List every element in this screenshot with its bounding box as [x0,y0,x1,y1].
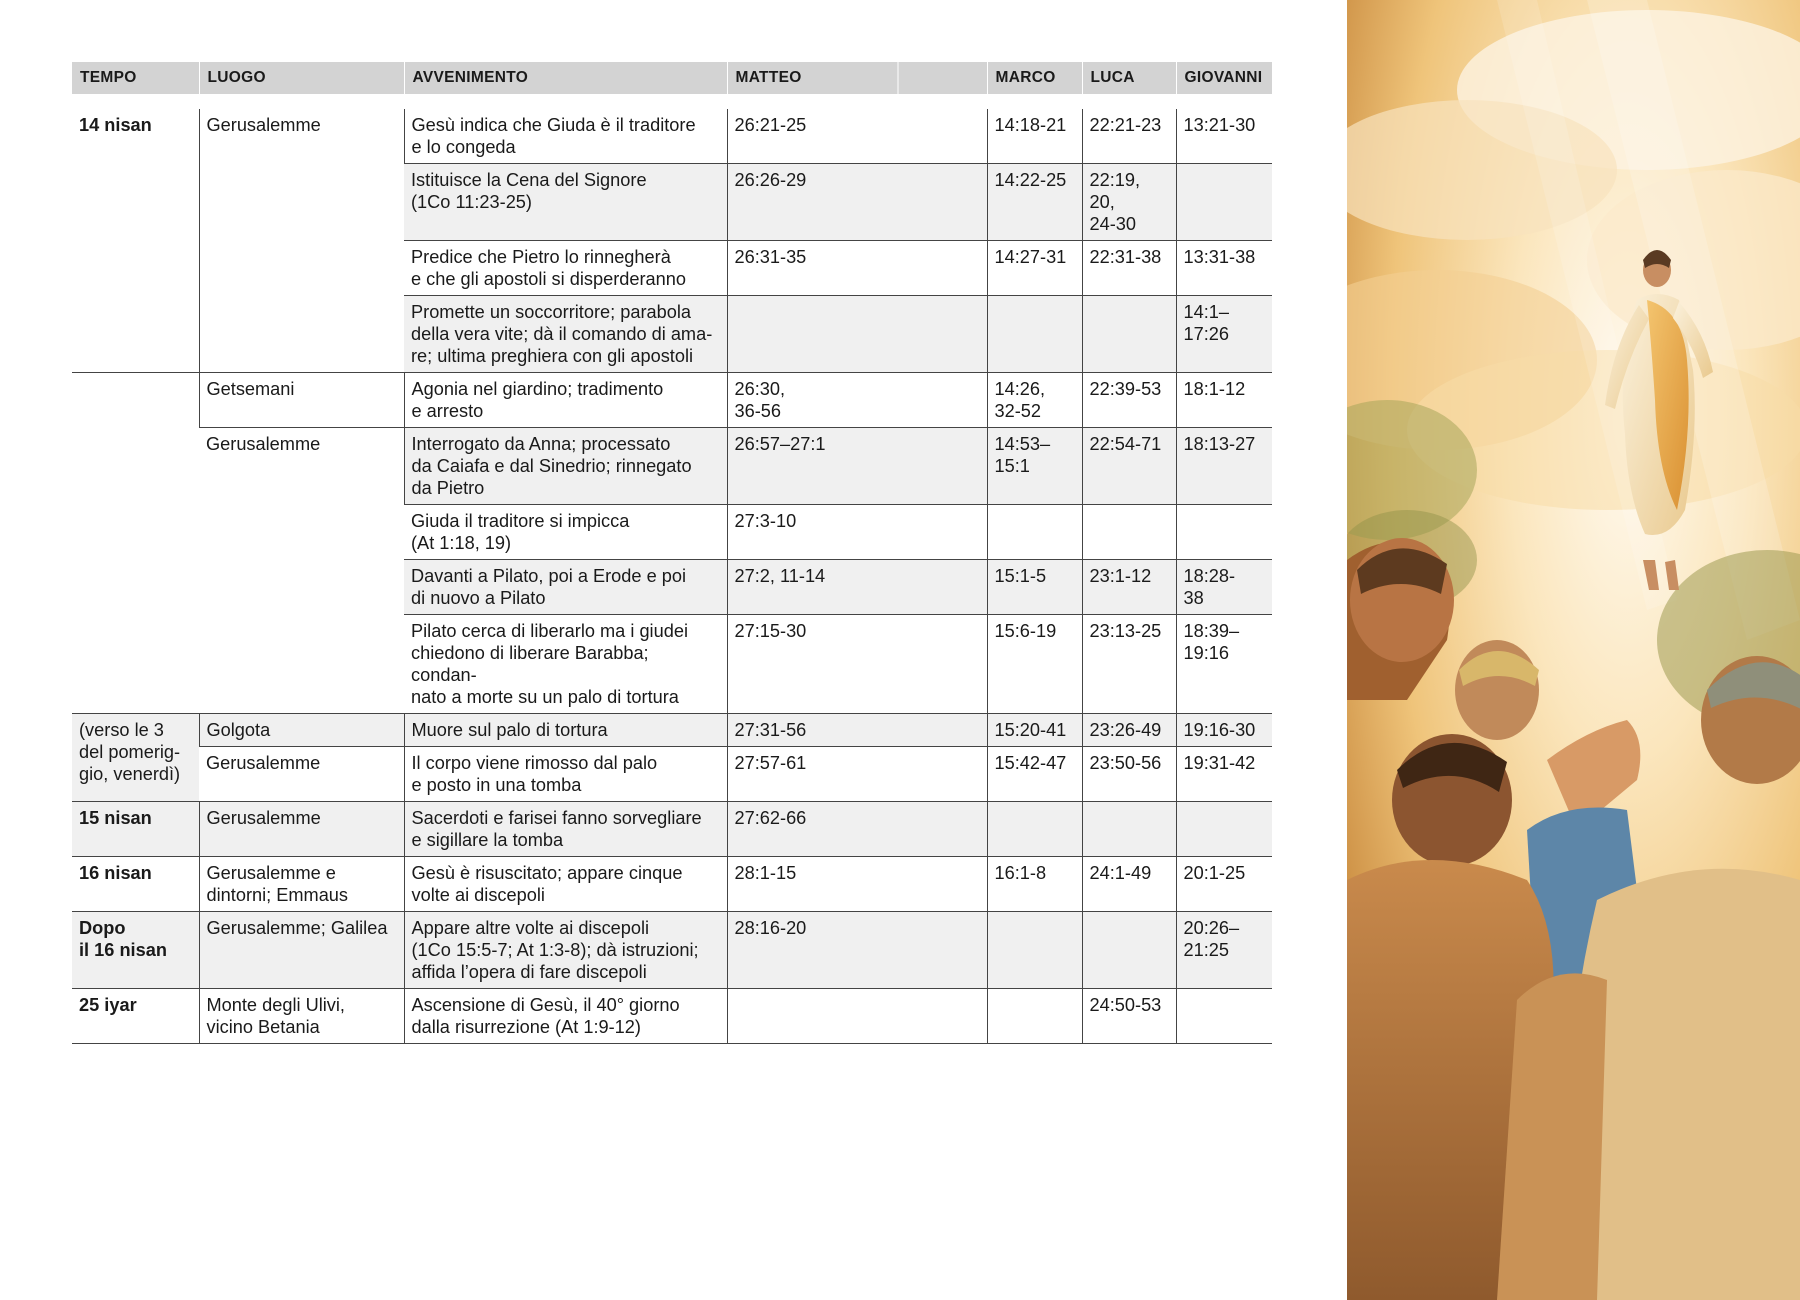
place-cell: Getsemani [199,373,404,428]
ref-matteo: 28:1-15 [727,857,987,912]
ref-luca [1082,296,1176,373]
chronology-table [72,62,1272,1044]
ref-giovanni: 20:1-25 [1176,857,1272,912]
header-luca: LUCA [1082,62,1176,102]
event-cell: Sacerdoti e farisei fanno sorvegliare e sigillare la tomba [404,802,727,857]
header-giovanni: GIOVANNI [1176,62,1272,102]
ref-matteo: 27:62-66 [727,802,987,857]
table-row [72,428,1272,505]
event-cell: Gesù indica che Giuda è il traditore e lo congeda [404,102,727,164]
ref-giovanni: 18:28- 38 [1176,560,1272,615]
ref-giovanni: 18:1-12 [1176,373,1272,428]
ref-marco: 15:42-47 [987,747,1082,802]
time-cell: Dopo il 16 nisan [72,912,199,989]
ref-matteo: 26:21-25 [727,102,987,164]
event-cell: Predice che Pietro lo rinnegherà e che gli apostoli si disperderanno [404,241,727,296]
place-cell: Gerusalemme [199,102,404,373]
ref-matteo: 26:30, 36-56 [727,373,987,428]
event-cell: Ascensione di Gesù, il 40° giorno dalla risurrezione (At 1:9-12) [404,989,727,1044]
place-cell: Golgota [199,714,404,747]
header-row [72,62,1272,102]
table-row [72,102,1272,164]
ref-giovanni [1176,505,1272,560]
ref-matteo: 27:57-61 [727,747,987,802]
header-marco: MARCO [987,62,1082,102]
event-cell: Gesù è risuscitato; appare cinque volte ai discepoli [404,857,727,912]
event-cell: Il corpo viene rimosso dal palo e posto in una tomba [404,747,727,802]
ref-matteo: 26:57–27:1 [727,428,987,505]
ref-luca: 24:1-49 [1082,857,1176,912]
ref-giovanni: 19:31-42 [1176,747,1272,802]
table-row [72,802,1272,857]
ref-luca: 23:13-25 [1082,615,1176,714]
ref-luca: 23:50-56 [1082,747,1176,802]
ref-luca: 23:1-12 [1082,560,1176,615]
ref-marco: 14:27-31 [987,241,1082,296]
place-cell: Gerusalemme [199,428,404,714]
ref-matteo: 27:15-30 [727,615,987,714]
ref-giovanni [1176,989,1272,1044]
table-row [72,747,1272,802]
ref-giovanni: 19:16-30 [1176,714,1272,747]
ref-marco: 15:20-41 [987,714,1082,747]
ref-marco [987,802,1082,857]
ref-marco: 14:26, 32-52 [987,373,1082,428]
event-cell: Interrogato da Anna; processato da Caiafa e dal Sinedrio; rinnegato da Pietro [404,428,727,505]
ref-matteo [727,989,987,1044]
ref-marco [987,296,1082,373]
event-cell: Pilato cerca di liberarlo ma i giudei chiedono di liberare Barabba; condan- nato a morte su un palo di tortura [404,615,727,714]
time-cell: (verso le 3 del pomerig- gio, venerdì) [72,714,199,802]
table-header [72,62,1272,102]
ref-marco [987,505,1082,560]
event-cell: Muore sul palo di tortura [404,714,727,747]
place-cell: Gerusalemme; Galilea [199,912,404,989]
ref-marco: 14:53– 15:1 [987,428,1082,505]
event-cell: Davanti a Pilato, poi a Erode e poi di nuovo a Pilato [404,560,727,615]
place-cell: Monte degli Ulivi, vicino Betania [199,989,404,1044]
ref-matteo [727,296,987,373]
event-cell: Appare altre volte ai discepoli (1Co 15:5-7; At 1:3-8); dà istruzioni; affida l’opera di fare discepoli [404,912,727,989]
ref-marco [987,989,1082,1044]
ref-luca: 24:50-53 [1082,989,1176,1044]
time-cell: 16 nisan [72,857,199,912]
ref-marco: 16:1-8 [987,857,1082,912]
event-cell: Istituisce la Cena del Signore (1Co 11:23-25) [404,164,727,241]
ref-luca: 23:26-49 [1082,714,1176,747]
ref-luca [1082,505,1176,560]
time-cell: 14 nisan [72,102,199,373]
ref-luca: 22:54-71 [1082,428,1176,505]
ref-giovanni [1176,802,1272,857]
ref-giovanni: 13:21-30 [1176,102,1272,164]
ref-luca: 22:39-53 [1082,373,1176,428]
ref-luca: 22:31-38 [1082,241,1176,296]
event-cell: Giuda il traditore si impicca (At 1:18, 19) [404,505,727,560]
ref-marco [987,912,1082,989]
ref-matteo: 27:2, 11-14 [727,560,987,615]
header-matteo: MATTEO [727,62,987,102]
ref-marco: 14:22-25 [987,164,1082,241]
ref-giovanni: 18:39– 19:16 [1176,615,1272,714]
event-cell: Promette un soccorritore; parabola della vera vite; dà il comando di ama- re; ultima preghiera con gli apostoli [404,296,727,373]
ref-marco: 15:6-19 [987,615,1082,714]
table-body [72,102,1272,1044]
ref-matteo: 27:31-56 [727,714,987,747]
ref-luca [1082,802,1176,857]
header-luogo: LUOGO [199,62,404,102]
header-avvenimento: AVVENIMENTO [404,62,727,102]
ref-giovanni [1176,164,1272,241]
table-row [72,373,1272,428]
ref-luca [1082,912,1176,989]
table-row [72,989,1272,1044]
time-cell-empty [72,373,199,714]
table-row [72,912,1272,989]
ref-giovanni: 18:13-27 [1176,428,1272,505]
ref-marco: 15:1-5 [987,560,1082,615]
time-cell: 15 nisan [72,802,199,857]
ref-giovanni: 13:31-38 [1176,241,1272,296]
event-cell: Agonia nel giardino; tradimento e arresto [404,373,727,428]
ref-matteo: 26:26-29 [727,164,987,241]
ascension-illustration [1347,0,1800,1300]
ref-luca: 22:21-23 [1082,102,1176,164]
time-cell: 25 iyar [72,989,199,1044]
ascension-scene-image [1347,0,1800,1300]
ref-matteo: 28:16-20 [727,912,987,989]
ref-matteo: 26:31-35 [727,241,987,296]
table-row [72,714,1272,747]
table-row [72,857,1272,912]
place-cell: Gerusalemme [199,802,404,857]
ref-marco: 14:18-21 [987,102,1082,164]
place-cell: Gerusalemme e dintorni; Emmaus [199,857,404,912]
ref-luca: 22:19, 20, 24-30 [1082,164,1176,241]
ref-matteo: 27:3-10 [727,505,987,560]
header-tempo: TEMPO [72,62,199,102]
place-cell: Gerusalemme [199,747,404,802]
ref-giovanni: 14:1– 17:26 [1176,296,1272,373]
ref-giovanni: 20:26– 21:25 [1176,912,1272,989]
